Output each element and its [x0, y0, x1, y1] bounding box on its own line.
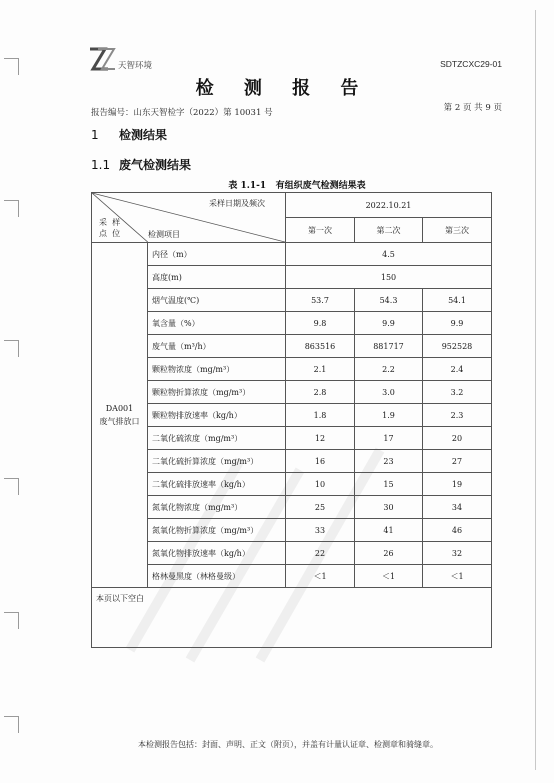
test-item-cell: 烟气温度(℃) — [148, 289, 286, 312]
table-row — [92, 427, 492, 450]
report-number: 报告编号：山东天智检字（2022）第 10031 号 — [91, 108, 273, 118]
value-cell: 2.3 — [423, 404, 492, 427]
subsection-number: 1.1 — [91, 158, 111, 172]
run-2-header: 第二次 — [355, 218, 423, 243]
tz-logo-icon — [88, 46, 116, 72]
section-title: 检测结果 — [119, 128, 168, 142]
value-cell: 9.9 — [355, 312, 423, 335]
table-row — [92, 266, 492, 289]
note-row — [92, 588, 492, 648]
test-item-cell: 颗粒物浓度（mg/m³） — [148, 358, 286, 381]
value-cell: ＜1 — [355, 565, 423, 588]
table-caption-text: 有组织废气检测结果表 — [275, 181, 366, 191]
table-row — [92, 335, 492, 358]
value-cell: 2.2 — [355, 358, 423, 381]
value-cell: ＜1 — [423, 565, 492, 588]
value-cell: 32 — [423, 542, 492, 565]
value-cell: 9.8 — [286, 312, 355, 335]
section-number: 1 — [91, 128, 99, 142]
test-item-cell: 氮氧化物排放速率（kg/h） — [148, 542, 286, 565]
table-row — [92, 496, 492, 519]
value-cell: 23 — [355, 450, 423, 473]
header-diagonal-cell — [92, 193, 286, 243]
page-edge — [535, 10, 536, 770]
test-item-cell: 颗粒物折算浓度（mg/m³） — [148, 381, 286, 404]
value-cell: 26 — [355, 542, 423, 565]
test-item-cell: 废气量（m³/h） — [148, 335, 286, 358]
table-row — [92, 289, 492, 312]
footer-note: 本检测报告包括：封面、声明、正文（附页），并盖有计量认证章、检测章和骑缝章。 — [138, 740, 438, 749]
value-cell: 863516 — [286, 335, 355, 358]
results-table — [91, 192, 492, 648]
test-item-cell: 氮氧化物折算浓度（mg/m³） — [148, 519, 286, 542]
value-cell: 881717 — [355, 335, 423, 358]
value-cell: 20 — [423, 427, 492, 450]
test-item-cell: 二氧化硫排放速率（kg/h） — [148, 473, 286, 496]
subsection-title: 废气检测结果 — [119, 158, 192, 172]
company-logo — [88, 46, 152, 72]
table-number: 表 1.1-1 — [228, 181, 267, 191]
value-cell: 2.8 — [286, 381, 355, 404]
sample-point-cell: DA001 废气排放口 — [92, 243, 148, 588]
value-cell: 27 — [423, 450, 492, 473]
value-cell: 2.1 — [286, 358, 355, 381]
value-cell: 9.9 — [423, 312, 492, 335]
value-cell: 53.7 — [286, 289, 355, 312]
run-1-header: 第一次 — [286, 218, 355, 243]
value-cell-merged: 4.5 — [286, 243, 492, 266]
table-row — [92, 450, 492, 473]
value-cell: 46 — [423, 519, 492, 542]
test-item-cell: 二氧化硫浓度（mg/m³） — [148, 427, 286, 450]
table-row — [92, 243, 492, 266]
binding-mark — [4, 58, 19, 75]
test-item-cell: 二氧化硫折算浓度（mg/m³） — [148, 450, 286, 473]
value-cell: 54.3 — [355, 289, 423, 312]
value-cell: 15 — [355, 473, 423, 496]
table-row — [92, 312, 492, 335]
run-3-header: 第三次 — [423, 218, 492, 243]
table-row — [92, 381, 492, 404]
value-cell: 34 — [423, 496, 492, 519]
value-cell: 41 — [355, 519, 423, 542]
value-cell: 16 — [286, 450, 355, 473]
value-cell: 54.1 — [423, 289, 492, 312]
value-cell: 33 — [286, 519, 355, 542]
value-cell-merged: 150 — [286, 266, 492, 289]
value-cell: ＜1 — [286, 565, 355, 588]
binding-mark — [4, 612, 19, 629]
value-cell: 12 — [286, 427, 355, 450]
value-cell: 19 — [423, 473, 492, 496]
header-sample-point: 采 样 点 位 — [99, 218, 121, 238]
value-cell: 10 — [286, 473, 355, 496]
value-cell: 17 — [355, 427, 423, 450]
binding-mark — [4, 478, 19, 495]
value-cell: 3.2 — [423, 381, 492, 404]
value-cell: 30 — [355, 496, 423, 519]
table-row — [92, 473, 492, 496]
section-heading — [91, 126, 167, 143]
report-title: 检 测 报 告 — [195, 78, 371, 99]
test-item-cell: 格林曼黑度（林格曼级） — [148, 565, 286, 588]
document-code: SDTZCXC29-01 — [440, 59, 502, 69]
test-item-cell: 高度(m) — [148, 266, 286, 289]
blank-note: 本页以下空白 — [92, 588, 492, 648]
table-row — [92, 358, 492, 381]
table-row — [92, 565, 492, 588]
table-row — [92, 404, 492, 427]
binding-mark — [4, 340, 19, 357]
sample-date: 2022.10.21 — [286, 193, 492, 218]
value-cell: 3.0 — [355, 381, 423, 404]
subsection-heading — [91, 156, 191, 173]
test-item-cell: 内径（m） — [148, 243, 286, 266]
table-row — [92, 542, 492, 565]
value-cell: 22 — [286, 542, 355, 565]
value-cell: 952528 — [423, 335, 492, 358]
binding-mark — [4, 716, 19, 733]
table-row — [92, 519, 492, 542]
test-item-cell: 氧含量（%） — [148, 312, 286, 335]
test-item-cell: 氮氧化物浓度（mg/m³） — [148, 496, 286, 519]
header-test-item: 检测项目 — [148, 230, 180, 239]
page-indicator: 第 2 页 共 9 页 — [443, 103, 502, 113]
table-caption — [0, 178, 554, 191]
test-item-cell: 颗粒物排放速率（kg/h） — [148, 404, 286, 427]
value-cell: 1.9 — [355, 404, 423, 427]
header-date-freq: 采样日期及频次 — [209, 199, 265, 208]
value-cell: 25 — [286, 496, 355, 519]
company-name: 天智环境 — [118, 61, 153, 71]
value-cell: 1.8 — [286, 404, 355, 427]
value-cell: 2.4 — [423, 358, 492, 381]
binding-mark — [4, 200, 19, 217]
